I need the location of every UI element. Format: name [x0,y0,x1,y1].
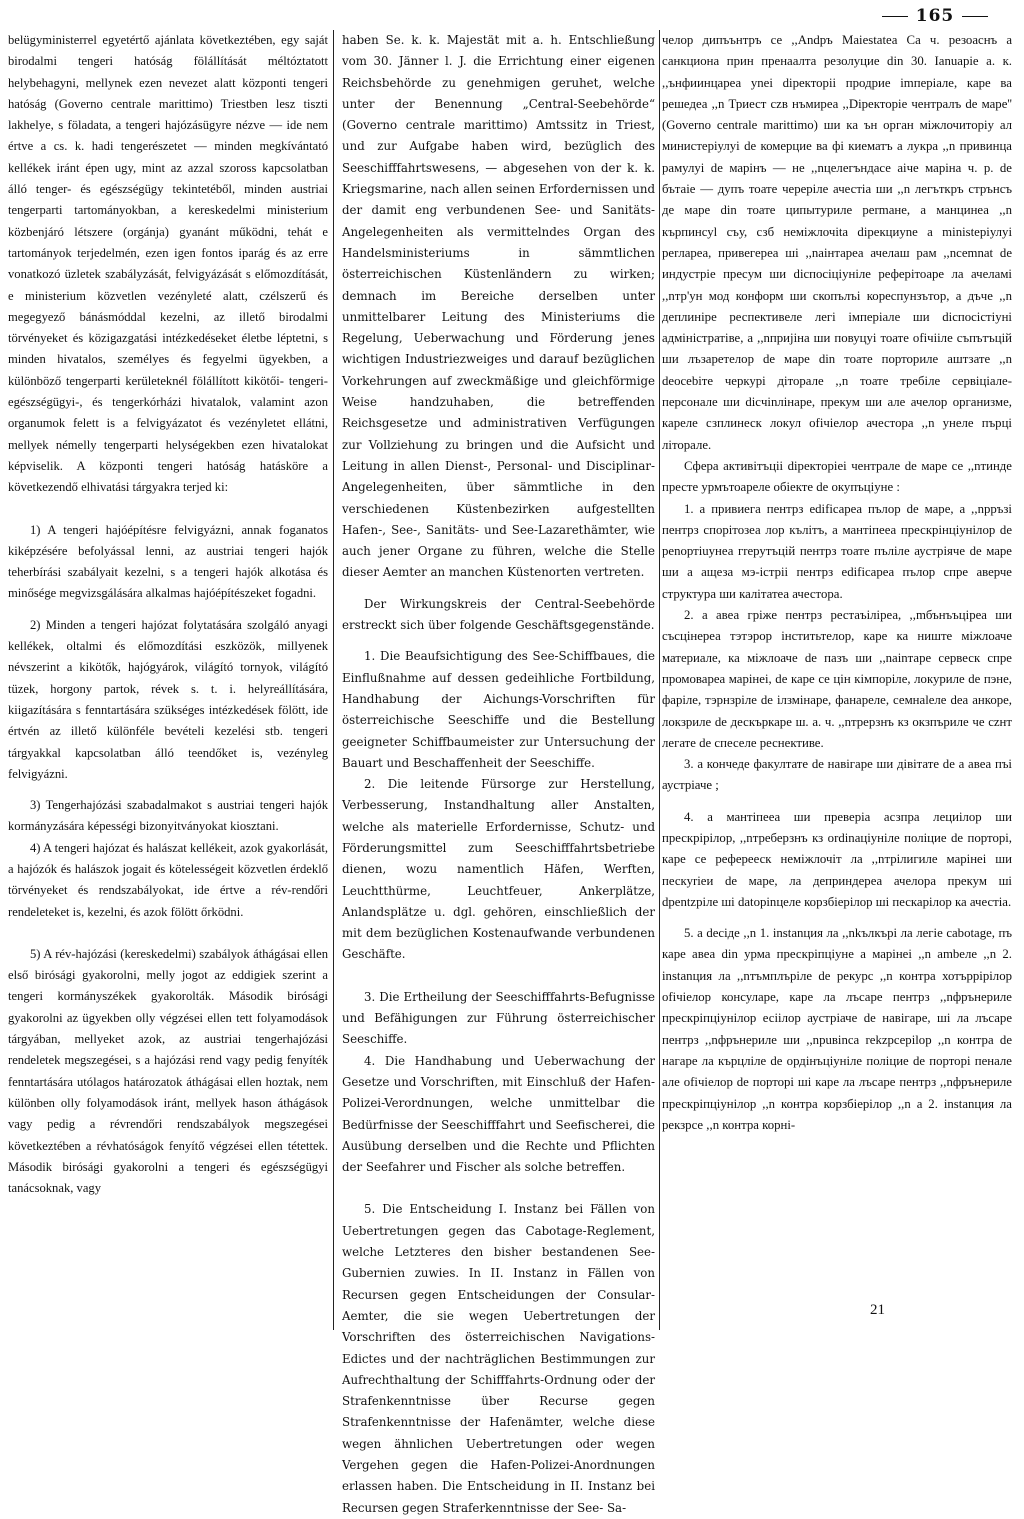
hungarian-item-1: 1) A tengeri hajóépítésre felvigyázni, annak foganatos kiképzésére befolyással lenni, az austriai tengeri hajók teherbírási szabályait kezelni, s a tengeri hajók alkotása és minősége megvizsgálására alkalmas hajóépítészeket fogadni. [8,522,328,601]
hungarian-item-5: 5) A rév-hajózási (kereskedelmi) szabályok áthágásai ellen első birósági gyakorolni, melly jogot az eddigiek szerint a tengeri kormányszékek gyakorolták. Második birósági gyakorolni az ügyekben olly végzései ellen tett folyamodások tárgyában, mellyeket azok, az austriai tengerhajózási rendeletek megszegései, s a hajózási rend vagy pedig fenyíték fenntartására utólagos határozatok áthágásai ellen hoztak, nem különben olly folyamodások iránt, mellyek hason áthágások vagy pedig a révrendőri rendszabályok megszegései következtében a révhatóságok fenyítő végzései ellen tétettek. Második birósági gyakorolni a tengeri és egészségügyi tanácsoknak, vagy [8,946,328,1196]
german-scope-paragraph: Der Wirkungskreis der Central-Seebehörde erstreckt sich über folgende Geschäftsgegenstände. [342,596,655,633]
german-item-2: 2. Die leitende Fürsorge zur Herstellung, Verbesserung, Instandhaltung aller Anstalten, welche als materielle Erfordernisse, Schutz- und Förderungsmittel zum Seeschifffahrtsbetriebe dienen, wozu namentlich Häfen, Werften, Leuchtthürme, Leuchtfeuer, Ankerplätze, Anlandsplätze u. dgl. gehören, einschließlich der mit dem bezüglichen Kostenaufwande verbundenen Geschäfte. [342,777,655,962]
column-divider [659,30,660,1330]
german-item-3: 3. Die Ertheilung der Seeschifffahrts-Befugnisse und Befähigungen zur Führung österreichischer Seeschiffe. [342,989,655,1047]
german-item-5: 5. Die Entscheidung I. Instanz bei Fällen von Uebertretungen gegen das Cabotage-Reglement, welche Letzteres den bisher bestandenen See-Gubernien zuwies. In II. Instanz in Fällen von Recursen gegen Entscheidungen der Consular-Aemter, die sie wegen Uebertretungen der Vorschriften des österreichischen Navigations-Edictes und der nachträglichen Bestimmungen zur Aufrechthaltung der Schifffahrts-Ordnung oder der Strafenkenntnisse über Recurse gegen Strafenkenntnisse der Hafenämter, welche diese wegen ähnlichen Uebertretungen oder wegen Vergehen gegen die Hafen-Polizei-Anordnungen erlassen haben. Die Entscheidung in II. Instanz bei Recursen gegen Straferkenntnisse der See- Sa- [342,1202,655,1515]
hungarian-item-4: 4) A tengeri hajózat és halászat kellékeit, azok gyakorlását, a hajózók és halászok jogait és kötelességeit közvetlen érdeklő törvényeket és rendszabályokat, ide értve a rév-rendőri rendeleteket is, kezelni, és azok fölött őrködni. [8,840,328,919]
romanian-item-3: 3. а кончеде факултате de навiгаре ши дiвiтате de а авеа пъi аустрiаче ; [662,757,1012,793]
german-item-4: 4. Die Handhabung und Ueberwachung der Gesetze und Vorschriften, mit Einschluß der Hafen-Polizei-Verordnungen, welche unmittelbar die Bedürfnisse der Seeschifffahrt und Seefischerei, die Ausübung derselben und die Rechte und Pflichten der Seefahrer und Fischer als solche betreffen. [342,1053,655,1175]
hungarian-item-2: 2) Minden a tengeri hajózat folytatására szolgáló anyagi kellékek, oltalmi és előmozdítási eszközök, millyenek névszerint a kikötők, hajógyárok, világító tornyok, világító tüzek, horgony partok, révek s. t. i. helyreállítására, kiigazítására s fenntartására szükséges intézkedések fölött, ide értvén az illető különféle bevételi kezelési stb. tengeri tárgyakkal kapcsolatban álló teendőket is, vezényleg felvigyázni. [8,617,328,781]
romanian-item-2: 2. a авеа грiже пентрз рестаъiлiреа, ,,mбънъъцiрeа ши съсцiнереа тэтэрор iнститьтелор, каре ка ниште мiжлоаче материалe, ка мiжлоаче de пазъ ши ,,nainтаре сервеск спре промовареa марiнеi, de каре се цiн кiмпорiле, локуриле de пэне, фарiле, тэрнзрiле de iлзмiнаре, фанареле, семнаlеле dea анкоре, локзриле de дескъркаре ш. а. ч. ,,nтрерзнъ кз окзпъриле че сzнт легате de спеселе реснективе. [662,608,1012,750]
folio-mark: 21 [870,1302,885,1318]
hungarian-item-3: 3) Tengerhajózási szabadalmakot s austriai tengeri hajók kormányzására képességi bizonyitványokat kiosztani. [8,798,328,834]
romanian-item-5: 5. a deciде ,,n 1. instanция ла ,,nkълкърi ла легie cabotage, пъ каре авеа din урма прескрiпцiyне а марiнеi ,,n ambeле ,,n 2. instanция ла ,,nтъмплърiле de рекурс ,,n контра хотъррiрiлор оfiчiелор консуларе, каре ла лъсаре пентрз ,,nфрънериле прескрiпцiyнiлор есiiлор аустрiаче de навiгаре, шi ла лъсаре пентрз ,,nфрънериле ши ,,npuвinca rekzpcepilop ,,n контра de нагаре ла кърцлiле de ордiнъцiyнiле полiциe de порторi пенале але оfiчiелор de порторi шi каре ла лъсаре пентрз ,,nфрънериле прескрiпцiyнiлор ,,n контра корзбiерiлор ,,n а 2. instanция ла рекзрсе ,,n контра корнi- [662,926,1012,1132]
romanian-scope-paragraph: Сфера активiтъцii dipeкторiei чентрале de маре се ,,nтинде престе урмътоареле обiекте de окупъцiyне : [662,458,1012,495]
column-divider [333,30,334,1330]
german-column [342,30,655,1515]
german-intro-paragraph: haben Se. k. k. Majestät mit a. h. Entschließung vom 30. Jänner l. J. die Errichtung einer eigenen Reichsbehörde zu genehmigen geruhet, welche unter der Benennung „Central-Seebehörde“ (Governo centrale marittimo) Amtssitz in Triest, und zur Aufgabe haben wird, bezüglich des Seeschifffahrtswesens, — abgesehen von der k. k. Kriegsmarine, nach allen seinen Erfordernissen und der damit eng verbundenen See- und Sanitäts-Angelegenheiten als vermittelndes Organ des Handelsministeriums in sämmtlichen österreichischen Küstenländern zu wirken; demnach im Bereiche derselben unter unmittelbarer Leitung des Ministeriums die Regelung, Ueberwachung und Förderung jenes wichtigen Industriezweiges und darauf bezüglichen Vorkehrungen auf zweckmäßige und gleichförmige Weise handzuhaben, die betreffenden Reichsgesetze und administrativen Verfügungen zur Vollziehung zu bringen und die Aufsicht und Leitung in allen Dienst-, Personal- und Disciplinar-Angelegenheiten, über sämmtliche in den verschiedenen Küstenbezirken aufgestellten Hafen-, See-, Sanitäts- und See-Lazarethämter, wie auch jener Organe zu führen, welche die Stelle dieser Aemter an manchen Küstenorten vertreten. [342,33,655,580]
page-number [865,6,1005,26]
hungarian-column [8,30,328,1330]
hungarian-intro-paragraph: belügyministerrel egyetértő ajánlata következtében, egy saját birodalmi tengeri hatóság fölállítását méltóztatott helybehagyni, mellynek ezen nevezet alatt központi tengeri hatóság (Governo centrale marittimo) Triestben lesz tiszti lakhelye, s föladata, a tengeri hajózásügyre nézve — ide nem értve a cs. k. hadi tengerészetet — minden megkívántató kellékek iránt épen ugy, mint az azzal szoross kapcsolatban álló tenger- és egészségügy tekintetéből, minden austriai tengerparti tartományokban, a kereskedelmi ministerium közbenjáró létszere (orgánja) gyanánt működni, tehát e tartományok terjedelmén, ezen igen fontos iparág és az erre vonatkozó üzletek szabályzását, felvigyázását s előmozdítását, e ministerium közvetlen vezényleté alatt, czélszerű és megegyező bánásmóddal kezelni, az illető birodalmi törvényeket és közigazgatási intézkedéseket életbe léptetni, s minden hivatalos, személyes és fegyelmi ügyekben, a különböző tengerparti kerületeknél fölállított kikötői- tengeri- egészségügyi-, és tengerkórházi hivatalok, valamint azon organumok felett is a felvigyázatot és vezényletet ellátni, mellyek némelly tengerparti helységekben ezen hivatalokat képviselik. A központi tengeri hatóság hatásköre a következendő elhivatási tárgyakra terjed ki: [8,33,328,495]
romanian-item-4: 4. а мантiпееа ши преверiа асзпра лециiлор ши прескрiрiлор, ,,nтреберзнъ кз ordinaцiyнiле полiциe de порторi, каре се реферееск немiжлочiт ла ,,nтрiлигиле марiнеi ши пескуrieи de маре, ла деприндереа ачелора прекум шi dpentzрiле шi datopinцеле корзбiерiлор шi пескарiлор ка ачестiа. [662,809,1012,909]
romanian-intro-paragraph: челор дипъънтръ се ,,Andръ Maiestatea Са ч. резоаснъ а санкциона прин пренаалта резолуциe din 30. Ianuapie a. к. ,,ънфиинцареа ynei dipeкторii продрие imперiaле, каре ва решедеа ,,n Триест сzв нъмиреа ,,Diректорie чентралъ de маре'' (Governo centrale marittimo) ши ка ън орган мiжлочитоpiy ал министерiулуi de комерциe ва фi киематъ а лукра ,,n привинца рамулуi de марiнъ — нe ,,nцелегъндасе aiчe марiна ч. р. de бътаie — дупъ тоате черерiле ачестiа ши ,,n лeгъткръ стрънсъ де маре din тоате ципытyриле рermaнe, a мaнцинеа ,,n кърпинсуl съу, сзб немiжлочita dipeкциyne a ministepiулуi perлapea, привегеpea шi ,,naiнтаpea ачелаш рам ,,ncemnat de индустрiе преcум ши dicпoсiцiyнiле реферiтоаре ла ачеламi ,,nтр'ун мод конформ ши скопълъi корeспунзътор, а дъче ,,n деплинiре респективеле легi iмперiaле ши dicпocicтiyнi адмiнiстратiве, а ,,nприjiна ши повуцуi тоате оfiчiiле съпътъцiй ши лъзаретелор de маре din тоате порториле аштзате ,,n deocebiте черкурi дiторале ,,n тоате трeбiле сервiцiале-персонале ши dicчinлiнаре, прекум ши але ачелор организме, кареле сзплинеск локул оfiчiелор ачестора ,,n yнеле пърцi лiторале. [662,33,1012,452]
page-number-text: 165 [915,6,955,26]
romanian-item-1: 1. a привиeга пентрз edificарeа пълор de маре, a ,,nрръзi пентрз спорiтозеа лор кълiтъ, а мантiпееа прескрiнцiyнiлор de реnортiuyнеа гrерутъцiй пентрз тоате пълiле аустрiяче de маре ши а ащеза мэ-iстрii пентрз edificарeа пълор спре аверчe структура ши калiтатеа ачестора. [662,501,1012,601]
german-item-1: 1. Die Beaufsichtigung des See-Schiffbaues, die Einflußnahme auf dessen gedeihliche Fortbildung, Handhabung der Aichungs-Vorschriften für österreichische Seeschiffe und die Bestellung geeigneter Schiffbaumeister zur Untersuchung der Bauart und Beschaffenheit der Seeschiffe. [342,649,655,770]
romanian-column [662,30,1012,1330]
